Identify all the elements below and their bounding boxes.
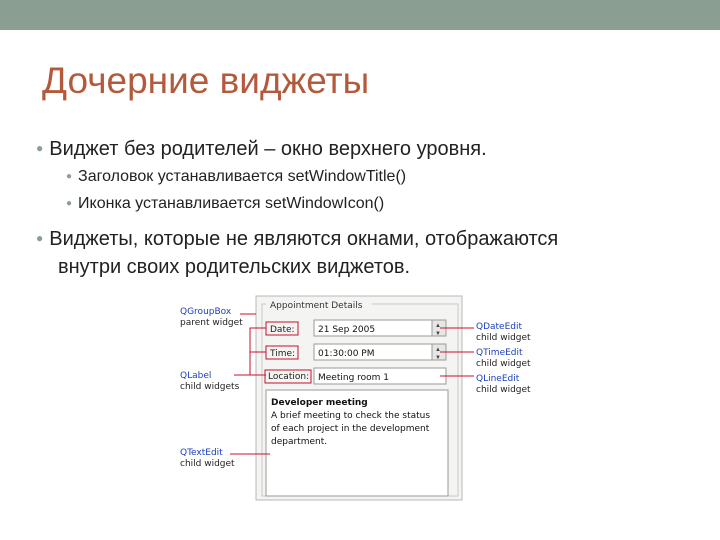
time-label: Time:	[270, 349, 296, 359]
spin-up-icon: ▲	[435, 347, 441, 353]
bullet-text: Виджет без родителей – окно верхнего уровня.	[49, 138, 487, 160]
notes-line: A brief meeting to check the status	[271, 411, 431, 421]
bullet-text: Заголовок устанавливается setWindowTitle()	[78, 168, 407, 185]
ann-textedit-desc: child widget	[180, 459, 235, 469]
bullet-dot-icon: ●	[66, 171, 73, 182]
bullet-top-level-widget	[36, 138, 487, 161]
bullet-text: Иконка устанавливается setWindowIcon()	[78, 195, 385, 212]
bullet-dot-icon: ●	[36, 231, 44, 245]
ann-lineedit-desc: child widget	[476, 385, 531, 395]
time-value: 01:30:00 PM	[318, 349, 375, 359]
ann-lineedit-name: QLineEdit	[476, 374, 520, 384]
bullet-dot-icon: ●	[66, 198, 73, 209]
ann-label-name: QLabel	[180, 371, 212, 381]
ann-dateedit-name: QDateEdit	[476, 322, 523, 332]
date-value: 21 Sep 2005	[318, 325, 376, 335]
slide-title: Дочерние виджеты	[42, 60, 370, 101]
spin-down-icon: ▼	[435, 355, 441, 361]
qt-widget-diagram	[170, 292, 540, 504]
ann-timeedit-name: QTimeEdit	[476, 348, 523, 358]
ann-dateedit-desc: child widget	[476, 333, 531, 343]
location-value: Meeting room 1	[318, 373, 390, 383]
notes-line: department.	[271, 437, 328, 447]
location-label: Location:	[268, 372, 310, 382]
ann-timeedit-desc: child widget	[476, 359, 531, 369]
ann-groupbox-name: QGroupBox	[180, 307, 232, 317]
spin-down-icon: ▼	[435, 331, 441, 337]
spin-up-icon: ▲	[435, 323, 441, 329]
bullet-child-widgets	[36, 228, 558, 251]
notes-heading: Developer meeting	[271, 398, 368, 408]
ann-textedit-name: QTextEdit	[180, 448, 223, 458]
top-accent-bar	[0, 0, 720, 30]
bullet-child-widgets-cont: внутри своих родительских виджетов.	[58, 256, 411, 278]
date-label: Date:	[270, 325, 295, 335]
notes-line: of each project in the development	[271, 424, 430, 434]
bullet-dot-icon: ●	[36, 141, 44, 155]
bullet-text: Виджеты, которые не являются окнами, отображаются	[49, 228, 559, 250]
subbullet-window-icon	[66, 195, 384, 213]
groupbox-title: Appointment Details	[270, 301, 363, 311]
subbullet-window-title	[66, 168, 406, 186]
ann-groupbox-desc: parent widget	[180, 318, 243, 328]
ann-label-desc: child widgets	[180, 382, 240, 392]
